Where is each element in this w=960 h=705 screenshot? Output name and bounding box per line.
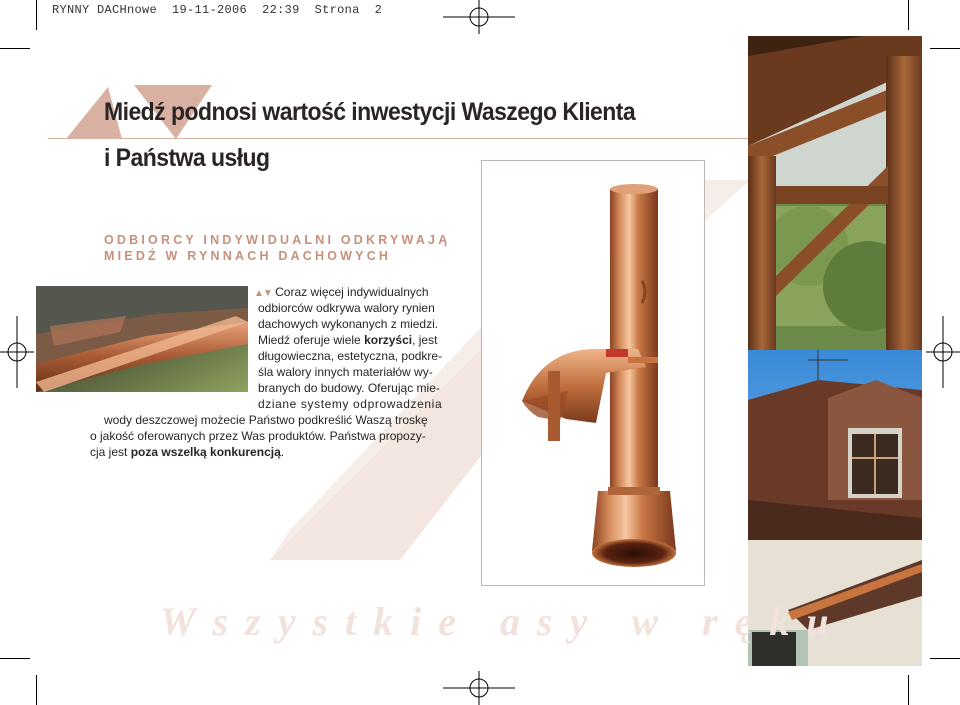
- emphasis-no-competition: poza wszelką konkurencją: [130, 445, 281, 459]
- copper-downpipe-photo: [482, 161, 704, 585]
- crop-mark: [0, 658, 30, 659]
- print-slug: [52, 3, 382, 17]
- motto-watermark: Wszystkie asy w ręku: [160, 599, 846, 644]
- timber-eaves-photo: [748, 36, 922, 350]
- crop-mark: [908, 675, 909, 705]
- slug-time: 22:39: [262, 3, 300, 17]
- crop-mark: [930, 658, 960, 659]
- section-subheading: ODBIORCY INDYWIDUALNI ODKRYWAJĄ: [104, 233, 451, 247]
- body-line: Miedź oferuje wiele korzyści, jest: [258, 333, 438, 347]
- body-line: śla walory innych materiałów wy-: [258, 365, 433, 379]
- body-line: dachowych wykonanych z miedzi.: [258, 317, 439, 331]
- body-line: odbiorców odkrywa walory rynien: [258, 301, 435, 315]
- page-title-line2: i Państwa usług: [104, 144, 270, 172]
- crop-mark: [0, 48, 30, 49]
- emphasis-benefits: korzyści: [364, 333, 413, 347]
- section-subheading-line2: MIEDŹ W RYNNACH DACHOWYCH: [104, 249, 392, 263]
- slug-page-label: Strona: [314, 3, 360, 17]
- slug-page-number: 2: [374, 3, 383, 17]
- crop-mark: [36, 675, 37, 705]
- title-rule: [48, 138, 748, 139]
- registration-mark-icon: [443, 669, 515, 705]
- crop-mark: [908, 0, 909, 30]
- crop-mark: [930, 48, 960, 49]
- triangle-marker-icon: ▲▼: [254, 288, 272, 299]
- body-line: o jakość oferowanych przez Was produktów. Państwa propozy-: [90, 429, 426, 443]
- body-line: długowieczna, estetyczna, podkre-: [258, 349, 443, 363]
- registration-mark-icon: [443, 0, 515, 36]
- page-title: Miedź podnosi wartość inwestycji Waszego Klienta: [104, 98, 636, 126]
- slug-document-name: RYNNY DACHnowe: [52, 3, 158, 17]
- slug-date: 19-11-2006: [172, 3, 248, 17]
- body-line: branych do budowy. Oferując mie-: [258, 381, 440, 395]
- body-line: dziane systemy odprowadzenia: [258, 397, 443, 411]
- body-line: Coraz więcej indywidualnych: [275, 285, 429, 299]
- body-line: cja jest poza wszelką konkurencją.: [90, 445, 285, 459]
- crop-mark: [36, 0, 37, 30]
- body-line: wody deszczowej możecie Państwo podkreślić Waszą troskę: [104, 413, 428, 427]
